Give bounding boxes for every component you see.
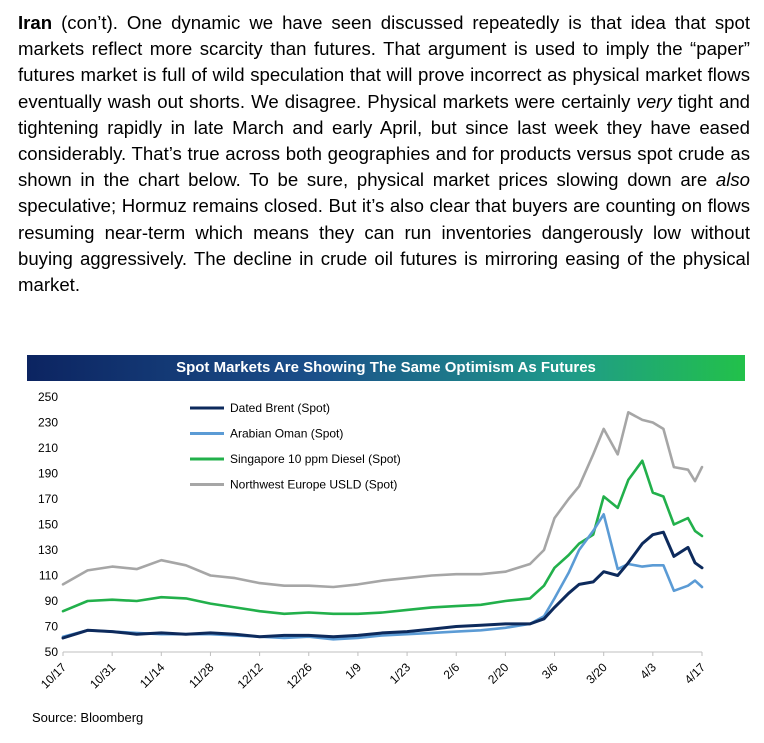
commentary-paragraph: [18, 10, 750, 298]
series-line-2: [63, 514, 702, 639]
paragraph-part-2: tight and tightening rapidly in late March and early April, but since last week they have eased considerably. That’s true across both geographies and for products versus spot crude as shown in the chart below. To be sure, physical market prices slowing down are: [18, 90, 750, 191]
x-tick-label: 1/9: [342, 660, 365, 682]
y-tick-label: 90: [44, 594, 58, 608]
legend-label: Singapore 10 ppm Diesel (Spot): [230, 452, 401, 466]
y-tick-label: 70: [44, 619, 58, 634]
x-tick-label: 2/6: [440, 660, 463, 682]
x-tick-label: 3/20: [583, 660, 610, 687]
y-tick-label: 50: [44, 645, 58, 659]
x-tick-label: 10/31: [87, 660, 119, 692]
y-tick-label: 110: [38, 568, 58, 583]
x-tick-label: 12/26: [283, 660, 315, 692]
x-tick-label: 1/23: [386, 660, 414, 687]
paragraph-emphasis-2: also: [715, 169, 750, 191]
x-tick-label: 10/17: [37, 660, 70, 692]
x-tick-label: 4/3: [637, 660, 659, 682]
paragraph-part-1: (con’t). One dynamic we have seen discussed repeatedly is that idea that spot markets reflect more scarcity than futures. That argument is used to imply the “paper” futures market is full of wild speculation that will prove incorrect as physical market flows eventually wash out shorts. We disagree. Physical markets were certainly: [18, 12, 750, 112]
legend-label: Arabian Oman (Spot): [230, 426, 344, 441]
x-tick-label: 3/6: [538, 660, 561, 682]
x-tick-label: 4/17: [681, 660, 709, 687]
y-tick-label: 230: [37, 415, 58, 430]
x-tick-label: 11/28: [186, 660, 217, 691]
legend-label: Northwest Europe USLD (Spot): [230, 477, 398, 492]
y-tick-label: 210: [37, 441, 58, 455]
legend-label: Dated Brent (Spot): [230, 401, 331, 415]
y-tick-label: 190: [37, 466, 58, 481]
source-note: Source: Bloomberg: [32, 710, 144, 725]
line-chart: [0, 381, 764, 707]
y-tick-label: 150: [37, 517, 58, 532]
paragraph-lead: Iran: [18, 12, 53, 33]
y-tick-label: 250: [37, 390, 58, 404]
y-tick-label: 130: [37, 543, 58, 557]
paragraph-part-3: speculative; Hormuz remains closed. But it’s also clear that buyers are counting on flows resuming near-term which means they can run inventories dangerously low without buying aggressively. The decline in crude oil futures is mirroring easing of the physical market.: [18, 195, 750, 296]
x-tick-label: 2/20: [485, 660, 512, 687]
chart-title: Spot Markets Are Showing The Same Optimism As Futures: [27, 355, 745, 381]
x-tick-label: 12/12: [234, 660, 266, 692]
y-tick-label: 170: [37, 492, 58, 506]
paragraph-emphasis-1: very: [636, 90, 672, 112]
x-tick-label: 11/14: [136, 660, 168, 691]
series-line-1: [63, 532, 702, 638]
